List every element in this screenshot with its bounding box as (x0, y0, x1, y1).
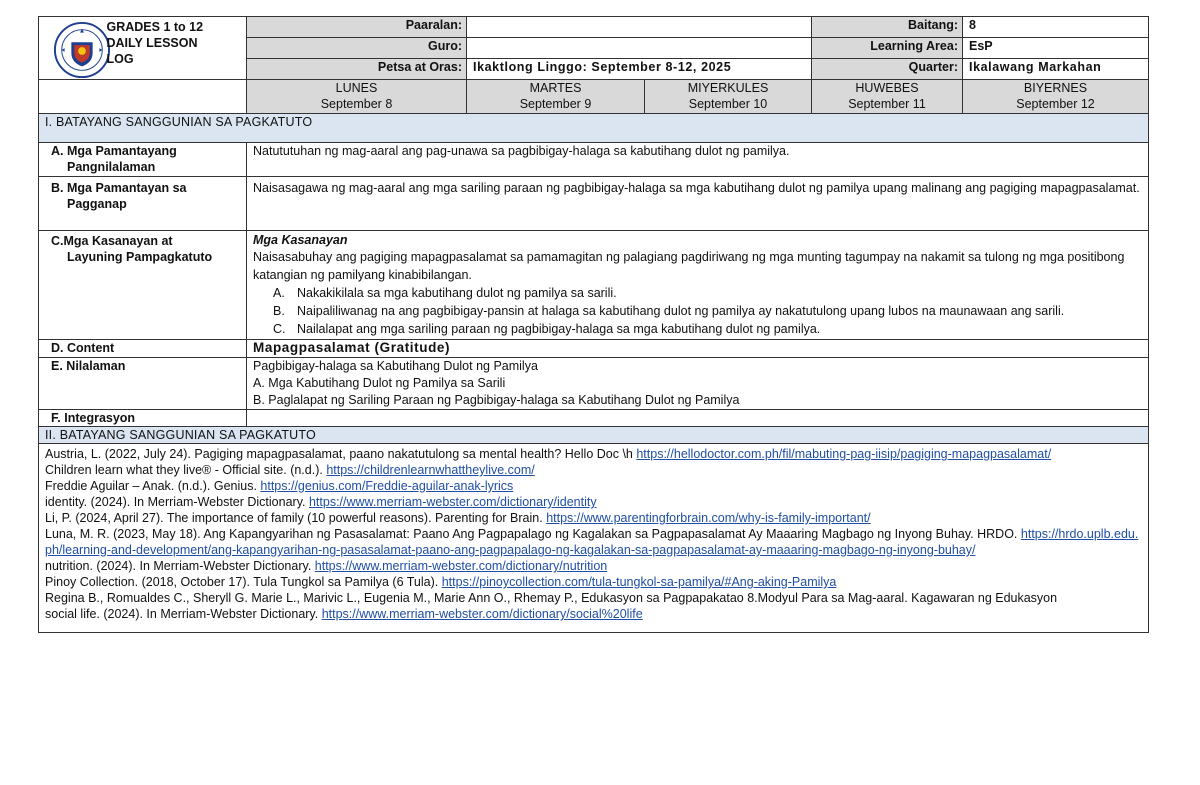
reference-text: Li, P. (2024, April 27). The importance of family (10 powerful reasons). Parenting for Brain. (45, 511, 547, 525)
objective-item (273, 320, 1142, 338)
logo-cell (39, 17, 101, 80)
row-b-label-line-1: Mga Pamantayan sa (66, 181, 187, 195)
content-line: A. Mga Kabutihang Dulot ng Pamilya sa Sarili (253, 376, 506, 390)
reference-item (45, 590, 1142, 606)
reference-text: Regina B., Romualdes C., Sheryll G. Marie L., Marivic L., Eugenia M., Marie Ann O., Rhemay P., Edukasyon sa Pagpapakatao 8.Modyul Para sa Mag-aaral. Kagawaran ng Edukasyon (45, 591, 1058, 605)
row-a-letter: A. (51, 144, 64, 158)
objective-text: Nakakikilala sa mga kabutihang dulot ng pamilya sa sarili. (297, 286, 617, 300)
form-title (101, 17, 247, 80)
row-a-label-line-1: Mga Pamantayang (66, 144, 177, 158)
teacher-value[interactable] (467, 38, 812, 59)
learning-area-label: Learning Area: (812, 38, 963, 59)
reference-link[interactable]: https://www.parentingforbrain.com/why-is-family-important/ (546, 511, 871, 525)
day-name: BIYERNES (1023, 81, 1088, 95)
daily-lesson-log (38, 16, 1148, 633)
form-title-line-1: GRADES 1 to 12 (106, 20, 204, 34)
row-a-label (39, 143, 247, 177)
section-1-row (39, 114, 1149, 143)
reference-text: Luna, M. R. (2023, May 18). Ang Kapangyarihan ng Pasasalamat: Paano Ang Pagpapalago ng Kagalakan sa Pagpapasalamat Ay Maaaring Magbago ng Inyong Buhay. HRDO. (45, 527, 1021, 541)
days-row-blank (39, 80, 247, 114)
header-row-school (39, 17, 1149, 38)
school-value[interactable] (467, 17, 812, 38)
skills-intro: Naisasabuhay ang pagiging mapagpasalamat sa pamamagitan ng palagiang pagdiriwang ng mga munting tagumpay na nakamit sa tulong ng mga positibong katangian ng pamilyang kinabibilangan. (253, 250, 1125, 282)
reference-link[interactable]: https://www.merriam-webster.com/dictionary/nutrition (314, 559, 608, 573)
row-c (39, 231, 1149, 340)
row-d-letter: D. (51, 341, 64, 355)
row-f (39, 410, 1149, 427)
section-2-title: II. BATAYANG SANGGUNIAN SA PAGKATUTO (39, 427, 1149, 444)
quarter-label: Quarter: (812, 59, 963, 80)
row-e-letter: E. (51, 359, 63, 373)
days-row (39, 80, 1149, 114)
objective-marker: A. (273, 286, 285, 300)
day-date: September 10 (688, 97, 768, 111)
content-line: Pagbibigay-halaga sa Kabutihang Dulot ng Pamilya (253, 359, 538, 373)
references-cell (39, 444, 1149, 633)
reference-text: social life. (2024). In Merriam-Webster Dictionary. (45, 607, 322, 621)
row-e (39, 358, 1149, 410)
reference-link[interactable]: https://genius.com/Freddie-aguilar-anak-lyrics (260, 479, 514, 493)
objective-text: Nailalapat ang mga sariling paraan ng pagbibigay-halaga sa mga kabutihang dulot ng pamilya. (297, 322, 821, 336)
date-label: Petsa at Oras: (247, 59, 467, 80)
reference-item (45, 478, 1142, 494)
row-a (39, 143, 1149, 177)
day-tuesday (467, 80, 645, 114)
learning-area-value[interactable]: EsP (963, 38, 1149, 59)
row-d-content: Mapagpasalamat (Gratitude) (247, 340, 1149, 358)
row-f-content (247, 410, 1149, 427)
row-f-label (39, 410, 247, 427)
day-date: September 9 (519, 97, 592, 111)
reference-item (45, 606, 1142, 622)
date-value[interactable]: Ikaktlong Linggo: September 8-12, 2025 (467, 59, 812, 80)
row-e-label (39, 358, 247, 410)
reference-text: Pinoy Collection. (2018, October 17). Tula Tungkol sa Pamilya (6 Tula). (45, 575, 442, 589)
row-e-label-text: Nilalaman (66, 359, 126, 373)
day-monday (247, 80, 467, 114)
row-a-content: Natututuhan ng mag-aaral ang pag-unawa sa pagbibigay-halaga sa kabutihang dulot ng pamilya. (247, 143, 1149, 177)
row-c-label-line-2: Layuning Pampagkatuto (67, 250, 213, 264)
objective-text: Naipaliliwanag na ang pagbibigay-pansin at halaga sa kabutihang dulot ng pamilya ay nakatutulong upang lubos na maunawaan ang sarili. (297, 304, 1065, 318)
reference-text: identity. (2024). In Merriam-Webster Dictionary. (45, 495, 309, 509)
reference-item (45, 510, 1142, 526)
row-b-label (39, 177, 247, 231)
reference-item (45, 446, 1142, 462)
day-thursday (812, 80, 963, 114)
section-1-title: I. BATAYANG SANGGUNIAN SA PAGKATUTO (39, 114, 1149, 143)
grade-label: Baitang: (812, 17, 963, 38)
row-f-label-text: Integrasyon (64, 411, 136, 425)
form-title-line-3: LOG (106, 52, 134, 66)
row-b-content: Naisasagawa ng mag-aaral ang mga sariling paraan ng pagbibigay-halaga sa mga kabutihang dulot ng pamilya upang malinang ang pagiging mapagpasalamat. (247, 177, 1149, 231)
reference-link[interactable]: https://pinoycollection.com/tula-tungkol-sa-pamilya/#Ang-aking-Pamilya (441, 575, 837, 589)
reference-link[interactable]: https://www.merriam-webster.com/dictionary/social%20life (321, 607, 643, 621)
quarter-value[interactable]: Ikalawang Markahan (963, 59, 1149, 80)
day-name: LUNES (335, 81, 378, 95)
reference-text: Children learn what they live® - Official site. (n.d.). (45, 463, 327, 477)
grade-value[interactable]: 8 (963, 17, 1149, 38)
day-wednesday (645, 80, 812, 114)
form-title-line-2: DAILY LESSON (106, 36, 198, 50)
teacher-label: Guro: (247, 38, 467, 59)
row-b-label-line-2: Pagganap (67, 197, 127, 211)
row-a-label-line-2: Pangnilalaman (67, 160, 156, 174)
objective-marker: C. (273, 322, 286, 336)
reference-item (45, 558, 1142, 574)
row-f-letter: F. (51, 411, 61, 425)
reference-item (45, 574, 1142, 590)
reference-link[interactable]: https://hellodoctor.com.ph/fil/mabuting-pag-iisip/pagiging-mapagpasalamat/ (636, 447, 1052, 461)
references-row (39, 444, 1149, 633)
objective-item (273, 284, 1142, 302)
row-d-label (39, 340, 247, 358)
reference-text: nutrition. (2024). In Merriam-Webster Dictionary. (45, 559, 315, 573)
day-name: HUWEBES (855, 81, 919, 95)
row-b-letter: B. (51, 181, 64, 195)
objective-item (273, 302, 1142, 320)
reference-link[interactable]: https://childrenlearnwhattheylive.com/ (326, 463, 535, 477)
row-c-letter: C. (51, 234, 64, 248)
day-name: MARTES (529, 81, 582, 95)
reference-link[interactable]: https://www.merriam-webster.com/dictionary/identity (308, 495, 597, 509)
row-c-label-line-1: Mga Kasanayan at (63, 234, 173, 248)
day-friday (963, 80, 1149, 114)
objectives-list (253, 284, 1142, 338)
section-2-row (39, 427, 1149, 444)
lesson-log-table (38, 16, 1149, 633)
row-b (39, 177, 1149, 231)
reference-item (45, 526, 1142, 558)
reference-item (45, 462, 1142, 478)
row-d (39, 340, 1149, 358)
row-d-label-text: Content (66, 341, 115, 355)
day-date: September 8 (320, 97, 393, 111)
reference-text: Austria, L. (2022, July 24). Pagiging mapagpasalamat, paano nakatutulong sa mental health? Hello Doc \h (45, 447, 637, 461)
row-c-content (247, 231, 1149, 340)
reference-link[interactable]: https://hrdo.uplb.edu.ph/learning-and-development/ang-kapangyarihan-ng-pasasalamat-paano-ang-pagpapalago-ng-kagalakan-sa-pagpapasalamat-ay-maaaring-magbago-ng-inyong-buhay/ (45, 527, 1139, 557)
day-name: MIYERKULES (687, 81, 769, 95)
row-e-content (247, 358, 1149, 410)
school-label: Paaralan: (247, 17, 467, 38)
reference-item (45, 494, 1142, 510)
content-line: B. Paglalapat ng Sariling Paraan ng Pagbibigay-halaga sa Kabutihang Dulot ng Pamilya (253, 393, 740, 407)
day-date: September 12 (1016, 97, 1095, 111)
skills-heading: Mga Kasanayan (253, 233, 348, 247)
day-date: September 11 (848, 97, 926, 111)
reference-text: Freddie Aguilar – Anak. (n.d.). Genius. (45, 479, 261, 493)
row-c-label (39, 231, 247, 340)
objective-marker: B. (273, 304, 285, 318)
